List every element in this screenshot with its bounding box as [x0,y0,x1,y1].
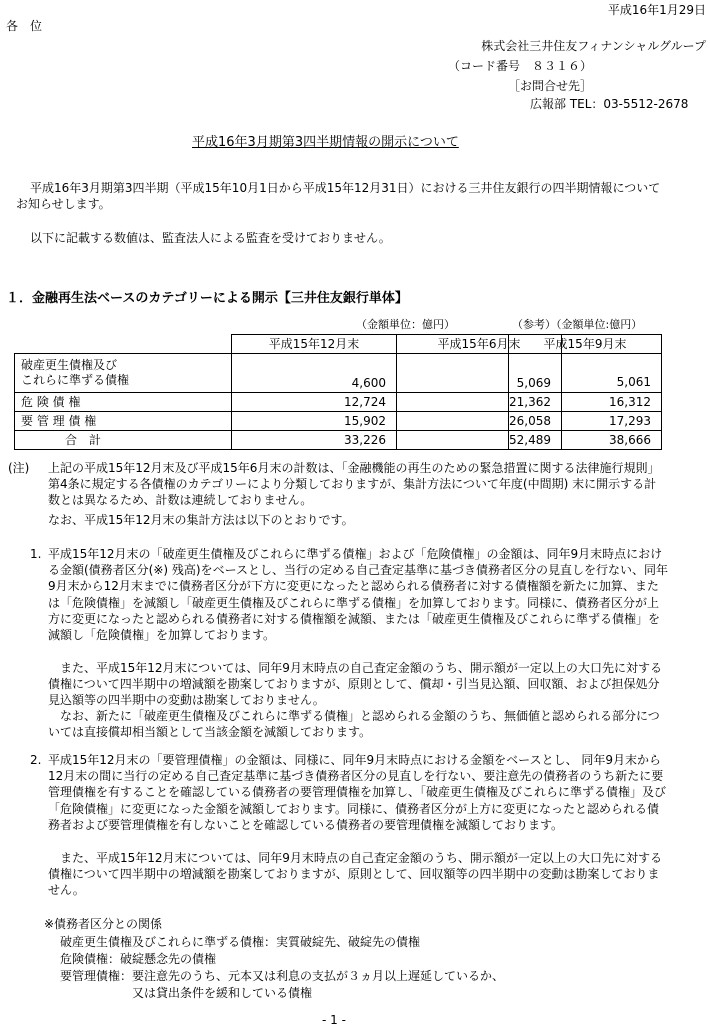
footnote-line: 又は貸出条件を緩和している債権 [132,986,313,1000]
cell-jun: 5,069 [397,354,562,393]
intro-paragraph: 平成16年3月期第3四半期（平成15年10月1日から平成15年12月31日）における三井住友銀行の四半期情報についてお知らせします。 [16,181,661,212]
footnote-line: 危険債権：破綻懸念先の債権 [60,952,217,966]
table-row [15,393,562,412]
item-2-paragraph-2: また、平成15年12月末については、同年9月末時点の自己査定金額のうち、開示額が一定以上の大口先に対する債権について四半期中の増減額を勘案しておりますが、原則として、回収額等の四半期中の変動は勘案しておりません。 [48,851,662,898]
footnote-title: ※債務者区分との関係 [44,917,163,931]
cell-sep: 16,312 [509,393,662,412]
cell-dec: 12,724 [232,393,397,412]
page-title: 平成16年3月期第3四半期情報の開示について [192,135,459,150]
addressee: 各 位 [6,19,43,33]
cell-dec: 4,600 [232,354,397,393]
section-heading: １．金融再生法ベースのカテゴリーによる開示【三井住友銀行単体】 [6,291,408,306]
cell-jun: 26,058 [397,412,562,431]
item-1-number: 1. [30,547,42,561]
cell-sep: 17,293 [509,412,662,431]
row-label: 破産更生債権及び これらに準ずる債権 [15,354,232,393]
contact-title: ［お問合せ先］ [508,79,593,93]
item-1-paragraph-3: なお、新たに「破産更生債権及びこれらに準ずる債権」と認められる金額のうち、無価値と認められる部分については直接償却相当額として当該金額を減額しております。 [48,709,660,740]
col-jun: 平成15年6月末 [397,335,562,354]
main-table [14,334,562,450]
item-1-paragraph-2: また、平成15年12月末については、同年9月末時点の自己査定金額のうち、開示額が一定以上の大口先に対する債権について四半期中の増減額を勘案しておりますが、原則として、償却・引当見込額、回収額、および担保処分見込額等の四半期中の変動は勘案しておりません。 [48,661,662,708]
note-mark: (注) [8,461,30,475]
cell-dec: 15,902 [232,412,397,431]
cell-sep: 38,666 [509,431,662,450]
cell-sep: 5,061 [509,354,662,393]
row-label: 危 険 債 権 [15,393,232,412]
note-text-2: なお、平成15年12月末の集計方法は以下のとおりです。 [48,513,354,527]
col-dec: 平成15年12月末 [232,335,397,354]
cell-jun: 52,489 [397,431,562,450]
table-row [15,431,562,450]
row-label: 要 管 理 債 権 [15,412,232,431]
table-row [15,412,562,431]
table-row [15,354,562,393]
reference-table [508,334,662,450]
item-1-paragraph-1: 平成15年12月末の「破産更生債権及びこれらに準ずる債権」および「危険債権」の金額は、同年9月末時点における金額(債務者区分(※) 残高)をベースとし、当行の定める自己査定基準に基づき債務者区分の見直しを行ない、同年9月末から12月末までに債務者区分が下方に変更になったと認められる債務者に対する債権額を新たに加算、または「危険債権」を減額し「破産更生債権及びこれらに準ずる債権」を加算しております。同様に、債務者区分が上方に変更になったと認められる債務者に対する債権額を減額、または「破産更生債権及びこれらに準ずる債権」を減額し「危険債権」を加算しております。 [48,547,669,642]
note-text: 上記の平成15年12月末及び平成15年6月末の計数は、「金融機能の再生のための緊急措置に関する法律施行規則」第4条に規定する各債権のカテゴリーにより分類しておりますが、集計方法について年度(中間期) 末に開示する計数とは異なるため、計数は連続しておりません。 [48,461,660,508]
row-label: 合 計 [15,431,232,450]
securities-code: （コード番号 ８３１６） [448,59,593,73]
company-name: 株式会社三井住友フィナンシャルグループ [481,39,706,53]
cell-dec: 33,226 [232,431,397,450]
contact-info: 広報部 TEL：03-5512-2678 [530,97,689,111]
col-sep: 平成15年9月末 [509,335,662,354]
unit-reference: （参考）（金額単位:億円） [512,318,643,331]
page-number: - 1 - [322,1013,346,1027]
item-2-paragraph-1: 平成15年12月末の「要管理債権」の金額は、同様に、同年9月末時点における金額をベースとし、 同年9月末から12月末の間に当行の定める自己査定基準に基づき債務者区分の見直しを行ない、要注意先の債務者のうち新たに要管理債権を有することを確認している債務者の要管理債権を加算し、「破産更生債権及びこれらに準ずる債権」及び「危険債権」に変更になった金額を減額しております。同様に、債務者区分が上方に変更になったと認められる債務者および要管理債権を有しないことを確認している債務者の要管理債権を減額しております。 [48,753,667,832]
item-2-number: 2. [30,753,42,767]
cell-jun: 21,362 [397,393,562,412]
unit-main: （金額単位：億円） [356,318,455,331]
footnote-line: 破産更生債権及びこれらに準ずる債権：実質破綻先、破綻先の債権 [60,935,421,949]
audit-notice: 以下に記載する数値は、監査法人による監査を受けておりません。 [30,231,391,245]
document-date: 平成16年1月29日 [607,3,706,17]
footnote-line: 要管理債権：要注意先のうち、元本又は利息の支払が３ヵ月以上遅延しているか、 [60,969,505,983]
